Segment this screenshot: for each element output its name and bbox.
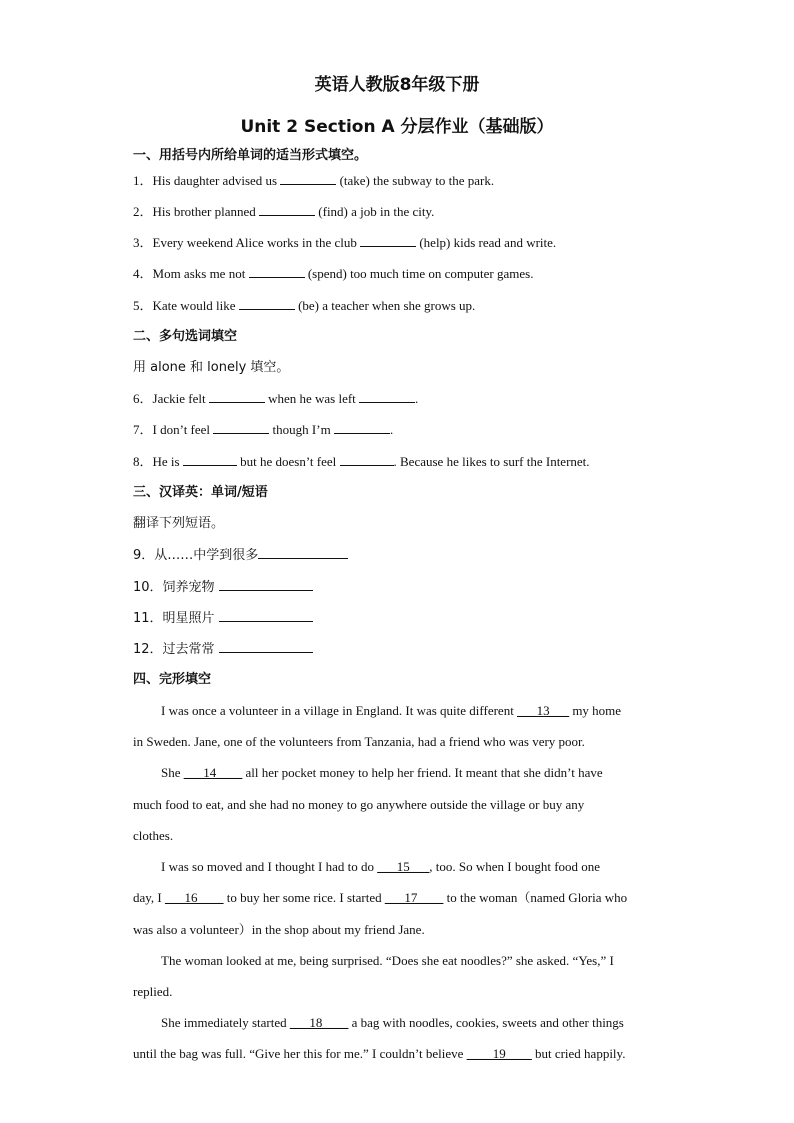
answer-blank[interactable] — [340, 453, 394, 466]
question-text: 从……中学到很多 — [154, 548, 259, 563]
question-2 — [133, 203, 673, 221]
cloze-blank-15[interactable]: ___15___ — [377, 859, 430, 874]
part3-heading: 三、汉译英：单词/短语 — [133, 485, 268, 500]
question-text: I don’t feel — [152, 422, 214, 437]
question-text: . — [415, 391, 419, 406]
question-text: but he doesn’t feel — [236, 454, 340, 469]
document-subtitle: Unit 2 Section A 分层作业（基础版） — [240, 117, 554, 137]
question-text: 饲养宠物 — [162, 580, 219, 595]
passage-line: replied. — [133, 984, 173, 999]
answer-blank[interactable] — [183, 453, 237, 466]
passage-line — [133, 889, 673, 907]
cloze-blank-14[interactable]: ___14____ — [183, 765, 243, 780]
document-title: 英语人教版8年级下册 — [314, 75, 480, 95]
answer-blank[interactable] — [239, 297, 295, 310]
question-number: 1． — [133, 173, 153, 188]
passage-text: day, I — [133, 890, 166, 905]
question-text: though I’m — [269, 422, 334, 437]
passage-line — [133, 1045, 673, 1063]
question-text: His daughter advised us — [152, 173, 281, 188]
question-11 — [133, 609, 673, 628]
answer-blank[interactable] — [249, 265, 305, 278]
answer-blank[interactable] — [258, 546, 348, 559]
part2-instruction: 用 alone 和 lonely 填空。 — [133, 360, 290, 375]
answer-blank[interactable] — [219, 578, 313, 591]
question-number: 12． — [133, 642, 163, 657]
cloze-blank-13[interactable]: ___13___ — [517, 703, 570, 718]
answer-blank[interactable] — [359, 390, 415, 403]
question-12 — [133, 640, 673, 659]
question-text: . Because he likes to surf the Internet. — [393, 454, 590, 469]
question-5 — [133, 297, 673, 315]
question-text: Every weekend Alice works in the club — [152, 235, 361, 250]
answer-blank[interactable] — [219, 640, 313, 653]
question-3 — [133, 234, 673, 252]
passage-text: but cried happily. — [531, 1046, 626, 1061]
passage-text: a bag with noodles, cookies, sweets and other things — [348, 1015, 624, 1030]
question-9 — [133, 546, 673, 565]
question-number: 5． — [133, 298, 153, 313]
passage-text: She immediately started — [161, 1015, 290, 1030]
passage-text: all her pocket money to help her friend. It meant that she didn’t have — [242, 765, 603, 780]
question-7 — [133, 421, 673, 439]
question-text: (spend) too much time on computer games. — [304, 266, 534, 281]
question-text: 过去常常 — [162, 642, 219, 657]
passage-text: I was once a volunteer in a village in England. It was quite different — [161, 703, 518, 718]
question-text: . — [389, 422, 394, 437]
passage-line — [161, 858, 701, 876]
passage-line: The woman looked at me, being surprised. “Does she eat noodles?” she asked. “Yes,” I — [161, 953, 614, 968]
question-number: 2． — [133, 204, 153, 219]
passage-line: was also a volunteer）in the shop about my friend Jane. — [133, 922, 425, 937]
passage-line — [161, 764, 701, 782]
question-number: 4． — [133, 266, 153, 281]
cloze-blank-17[interactable]: ___17____ — [384, 890, 444, 905]
cloze-blank-16[interactable]: ___16____ — [165, 890, 224, 905]
question-number: 11． — [133, 611, 163, 626]
question-text: (be) a teacher when she grows up. — [294, 298, 476, 313]
cloze-blank-18[interactable]: ___18____ — [289, 1015, 349, 1030]
question-number: 8． — [133, 454, 153, 469]
passage-text: to buy her some rice. I started — [223, 890, 385, 905]
passage-text: , too. So when I bought food one — [429, 859, 601, 874]
question-text: Kate would like — [152, 298, 239, 313]
passage-text: She — [161, 765, 184, 780]
passage-line — [161, 1014, 701, 1032]
passage-line: much food to eat, and she had no money to go anywhere outside the village or buy any — [133, 797, 585, 812]
part2-heading: 二、多句选词填空 — [133, 329, 238, 344]
answer-blank[interactable] — [259, 203, 315, 216]
passage-text: until the bag was full. “Give her this for me.” I couldn’t believe — [133, 1046, 467, 1061]
question-text: 明星照片 — [162, 611, 219, 626]
question-10 — [133, 578, 673, 597]
passage-line — [161, 702, 701, 720]
cloze-blank-19[interactable]: ____19____ — [466, 1046, 532, 1061]
answer-blank[interactable] — [219, 609, 313, 622]
answer-blank[interactable] — [360, 234, 416, 247]
question-number: 7． — [133, 422, 153, 437]
passage-line: clothes. — [133, 828, 174, 843]
passage-text: to the woman（named Gloria who — [443, 890, 628, 905]
question-4 — [133, 265, 673, 283]
question-number: 9． — [133, 548, 155, 563]
question-text: when he was left — [264, 391, 360, 406]
question-number: 3． — [133, 235, 153, 250]
part1-heading: 一、用括号内所给单词的适当形式填空。 — [133, 148, 368, 163]
question-number: 10． — [133, 580, 163, 595]
part3-instruction: 翻译下列短语。 — [133, 516, 225, 531]
question-number: 6． — [133, 391, 153, 406]
part4-heading: 四、完形填空 — [133, 672, 212, 687]
passage-line: in Sweden. Jane, one of the volunteers from Tanzania, had a friend who was very poor. — [133, 734, 585, 749]
question-8 — [133, 453, 673, 471]
question-text: He is — [152, 454, 183, 469]
answer-blank[interactable] — [213, 421, 269, 434]
passage-text: my home — [569, 703, 622, 718]
question-text: (take) the subway to the park. — [336, 173, 495, 188]
question-6 — [133, 390, 673, 408]
question-text: (find) a job in the city. — [315, 204, 435, 219]
passage-text: I was so moved and I thought I had to do — [161, 859, 378, 874]
answer-blank[interactable] — [334, 421, 390, 434]
answer-blank[interactable] — [209, 390, 265, 403]
answer-blank[interactable] — [280, 172, 336, 185]
question-text: Jackie felt — [152, 391, 209, 406]
question-text: Mom asks me not — [152, 266, 249, 281]
question-1 — [133, 172, 673, 190]
question-text: His brother planned — [152, 204, 260, 219]
question-text: (help) kids read and write. — [416, 235, 557, 250]
